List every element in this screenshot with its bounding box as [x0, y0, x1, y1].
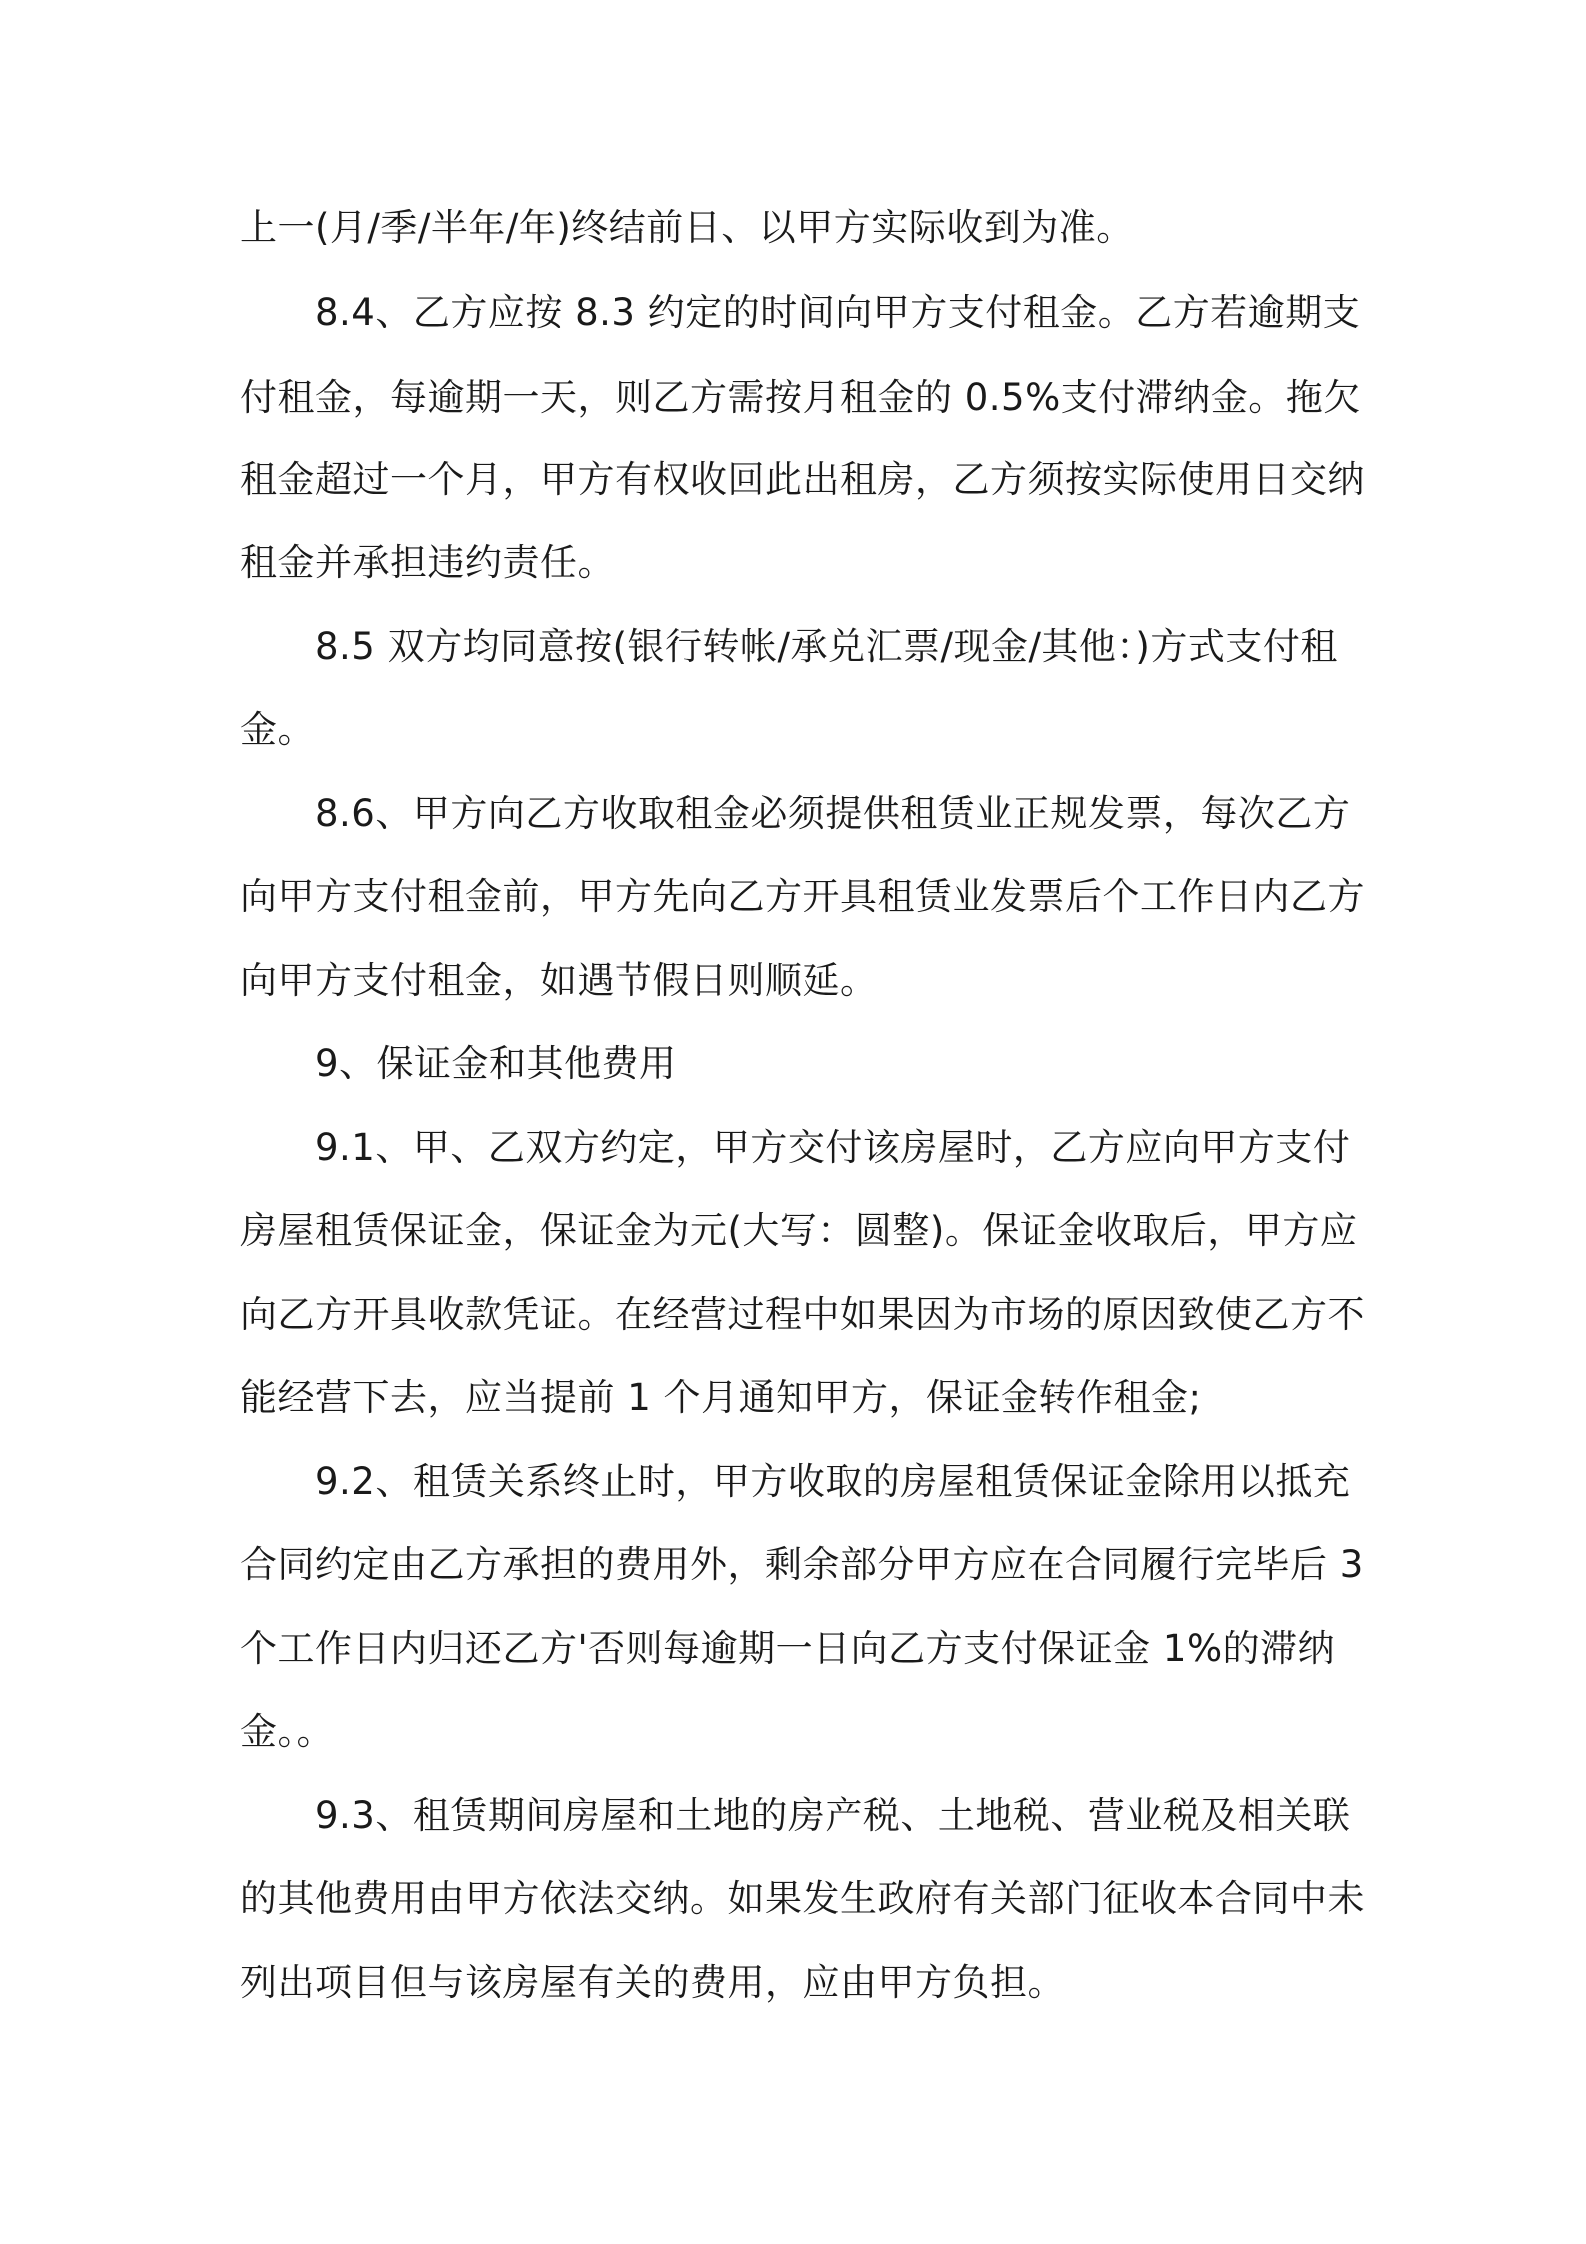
text-line: 向甲方支付租金，如遇节假日则顺延。: [240, 959, 878, 1002]
text-line: 付租金，每逾期一天，则乙方需按月租金的 0.5%支付滞纳金。拖欠: [240, 376, 1361, 419]
text-line: 9.2、租赁关系终止时，甲方收取的房屋租赁保证金除用以抵充: [315, 1460, 1351, 1503]
text-line: 房屋租赁保证金，保证金为元(大写：圆整)。保证金收取后，甲方应: [240, 1209, 1358, 1252]
text-line: 8.4、乙方应按 8.3 约定的时间向甲方支付租金。乙方若逾期支: [315, 291, 1361, 334]
text-line: 合同约定由乙方承担的费用外，剩余部分甲方应在合同履行完毕后 3: [240, 1543, 1364, 1586]
text-line: 能经营下去，应当提前 1 个月通知甲方，保证金转作租金;: [240, 1376, 1202, 1419]
text-line: 金。。: [240, 1710, 334, 1753]
text-line: 的其他费用由甲方依法交纳。如果发生政府有关部门征收本合同中未: [240, 1877, 1365, 1920]
text-line: 租金并承担违约责任。: [240, 541, 615, 584]
text-line: 向乙方开具收款凭证。在经营过程中如果因为市场的原因致使乙方不: [240, 1293, 1365, 1336]
document-page: [240, 0, 1365, 2244]
text-line: 个工作日内归还乙方'否则每逾期一日向乙方支付保证金 1%的滞纳: [240, 1627, 1336, 1670]
text-line: 向甲方支付租金前，甲方先向乙方开具租赁业发票后个工作日内乙方: [240, 875, 1365, 918]
text-line: 9.3、租赁期间房屋和土地的房产税、土地税、营业税及相关联: [315, 1794, 1351, 1837]
text-line: 9、保证金和其他费用: [315, 1042, 677, 1085]
text-line: 8.5 双方均同意按(银行转帐/承兑汇票/现金/其他：)方式支付租: [315, 625, 1338, 668]
text-line: 9.1、甲、乙双方约定，甲方交付该房屋时，乙方应向甲方支付: [315, 1126, 1351, 1169]
text-line: 租金超过一个月，甲方有权收回此出租房，乙方须按实际使用日交纳: [240, 458, 1365, 501]
text-line: 列出项目但与该房屋有关的费用，应由甲方负担。: [240, 1961, 1065, 2004]
text-line: 8.6、甲方向乙方收取租金必须提供租赁业正规发票，每次乙方: [315, 792, 1351, 835]
text-line: 上一(月/季/半年/年)终结前日、以甲方实际收到为准。: [240, 206, 1134, 249]
text-line: 金。: [240, 708, 315, 751]
